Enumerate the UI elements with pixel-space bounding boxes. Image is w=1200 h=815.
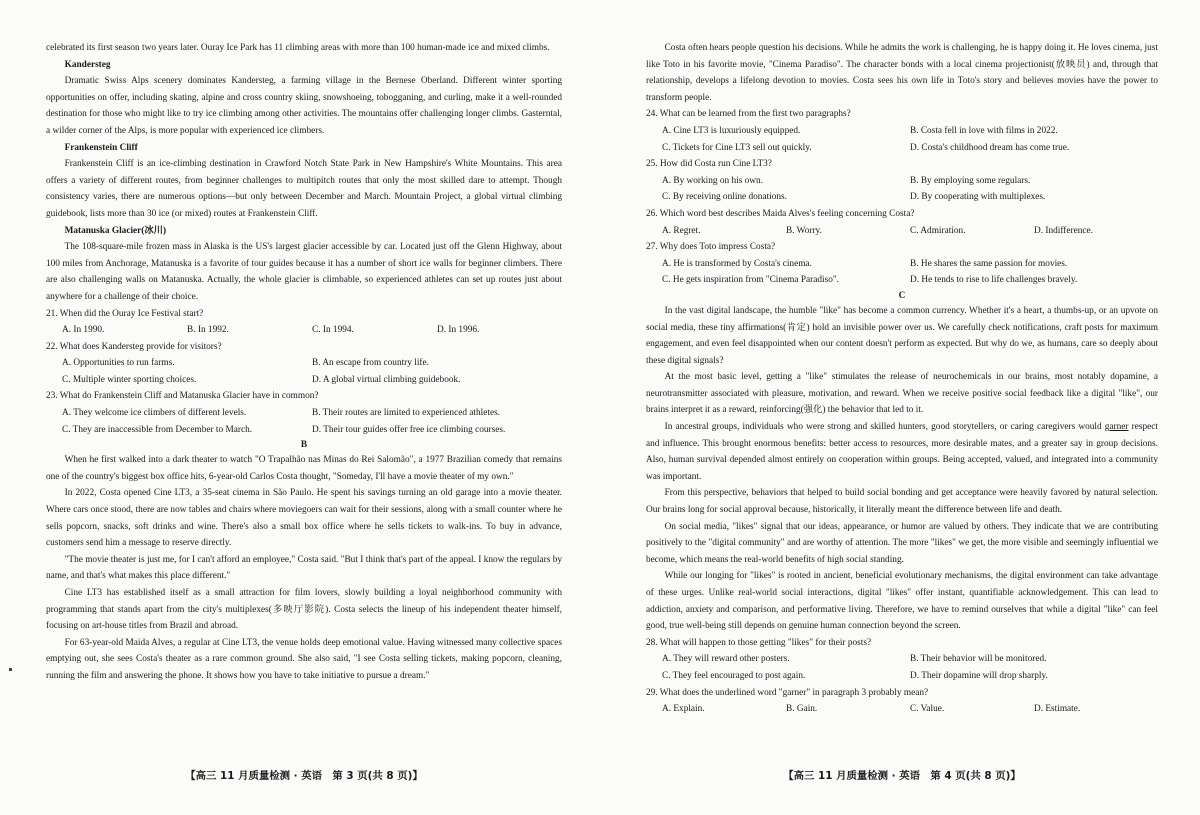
paragraph: For 63-year-old Maida Alves, a regular at Cine LT3, the venue holds deep emotional value. Having witnessed many collective spaces emptying out, she sees Costa's theater as a rare common ground. She also said, "I see Costa selling tickets, making popcorn, cleaning, running the film and answering the phone. It shows how you have to take initiative to pursue a dream." — [46, 637, 562, 681]
option-b: B. An escape from country life. — [312, 358, 429, 369]
paragraph — [646, 419, 1158, 485]
option-a: A. In 1990. — [62, 325, 105, 336]
option-d: D. In 1996. — [437, 325, 480, 336]
paragraph: Costa often hears people question his decisions. While he admits the work is challenging, he is happy doing it. He loves cinema, just like Toto in his favorite movie, "Cinema Paradiso". The character bonds with a local cinema projectionist(放映员) and, through that relationship, develops a lifelong devotion to movies. Costa sees his own life in Toto's story and believes movies have the power to transform people. — [646, 43, 1158, 103]
scan-speck — [9, 668, 12, 671]
option-b: B. Gain. — [786, 704, 818, 715]
section-heading: Frankenstein Cliff — [64, 142, 138, 153]
option-c: C. Multiple winter sporting choices. — [62, 374, 197, 385]
option-d: D. By cooperating with multiplexes. — [910, 192, 1046, 203]
paragraph: Frankenstein Cliff is an ice-climbing destination in Crawford Notch State Park in New Hampshire's White Mountains. This area offers a variety of different routes, from beginner challenges to multipitch routes that only the most skilled dare to attempt. Though consistency varies, there are numerous options—but only between December and March. Mountain Project, a global virtual climbing guidebook, lists more than 30 ice (or mixed) routes at Frankenstein Cliff. — [46, 159, 562, 219]
question-24-options — [646, 123, 1158, 156]
option-a: A. They will reward other posters. — [662, 654, 790, 665]
section-label-b: B — [300, 440, 308, 451]
option-c: C. They feel encouraged to post again. — [662, 670, 806, 681]
option-d: D. Indifference. — [1034, 225, 1093, 236]
question-23: 23. What do Frankenstein Cliff and Matanuska Glacier have in common? — [46, 391, 319, 402]
question-28: 28. What will happen to those getting "likes" for their posts? — [646, 637, 872, 648]
option-d: D. Their tour guides offer free ice climbing courses. — [312, 424, 506, 435]
text: respect and influence. This brought enormous benefits: better access to resources, more desirable mates, and a greater say in group decisions. Also, human survival depended almost entirely on cooperation within groups. Being accepted, valued, and integrated into a community was important. — [646, 422, 1159, 482]
question-24: 24. What can be learned from the first two paragraphs? — [646, 109, 851, 120]
section-label-c: C — [898, 290, 906, 301]
question-25-options — [646, 173, 1158, 206]
paragraph: At the most basic level, getting a "like" stimulates the release of neurochemicals in our brains, most notably dopamine, a neurotransmitter associated with pleasure, motivation, and reward. When we receive positive social feedback like a digital "like", our brains interpret it as a reward, reinforcing(强化) the behavior that led to it. — [646, 372, 1158, 416]
paragraph: In 2022, Costa opened Cine LT3, a 35-seat cinema in São Paulo. He spent his savings turning an old garage into a movie theater. Where cars once stood, there are now tables and chairs where moviegoers can wait for their sessions, along with a small counter where he sells popcorn, snacks, soft drinks and wine. There's also a small box office where he sells tickets to walk-ins. To buy in advance, customers send him a message to reserve directly. — [46, 488, 562, 549]
right-page — [646, 40, 1158, 807]
option-b: B. He shares the same passion for movies. — [910, 258, 1068, 269]
question-22-options — [46, 355, 562, 388]
option-c: C. He gets inspiration from "Cinema Paradiso". — [662, 275, 839, 286]
left-page — [46, 40, 562, 807]
option-b: B. In 1992. — [187, 325, 229, 336]
paragraph: When he first walked into a dark theater to watch "O Trapalhão nas Minas do Rei Salomão", a 1977 Brazilian comedy that remains one of the country's biggest box office hits, 6-year-old Carlos Costa thought, "Someday, I'll have a movie theater of my own." — [46, 455, 562, 482]
option-d: D. Costa's childhood dream has come true. — [910, 142, 1070, 153]
question-21: 21. When did the Ouray Ice Festival start? — [46, 308, 204, 319]
option-a: A. Opportunities to run farms. — [62, 358, 175, 369]
question-26-options — [646, 223, 1158, 240]
paragraph: celebrated its first season two years later. Ouray Ice Park has 11 climbing areas with more than 100 human-made ice and mixed climbs. — [46, 43, 550, 53]
paragraph: In the vast digital landscape, the humble "like" has become a common currency. Whether it's a heart, a thumbs-up, or an upvote on social media, these tiny affirmations(肯定) hold an invisible power over us. We carefully check notifications, craft posts for maximum engagement, and even feel disappointed when our content doesn't perform as expected. But why do we, as humans, care so deeply about these digital signals? — [646, 305, 1158, 366]
option-c: C. Tickets for Cine LT3 sell out quickly. — [662, 142, 812, 153]
option-a: A. Regret. — [662, 225, 701, 236]
option-a: A. Explain. — [662, 704, 705, 715]
question-26: 26. Which word best describes Maida Alves's feeling concerning Costa? — [646, 208, 915, 219]
option-b: B. Worry. — [786, 225, 822, 236]
option-d: D. He tends to rise to life challenges bravely. — [910, 275, 1078, 286]
paragraph: Cine LT3 has established itself as a small attraction for film lovers, slowly building a loyal neighborhood community with programming that stands apart from the city's multiplexes(多映厅影院). Costa selects the lineup of his independent theater himself, focusing on art-house titles from Brazil and abroad. — [46, 588, 562, 632]
question-21-options — [46, 322, 562, 339]
option-d: D. Estimate. — [1034, 704, 1081, 715]
question-27-options — [646, 256, 1158, 289]
paragraph: On social media, "likes" signal that our ideas, appearance, or humor are valued by others. They indicate that we are contributing positively to the "digital community" and are worthy of attention. The more "likes" we get, the more visible and seemingly influential we become, which means the real-world benefits of high social standing. — [646, 521, 1158, 565]
question-23-options — [46, 405, 562, 438]
option-c: C. Admiration. — [910, 225, 966, 236]
option-c: C. Value. — [910, 704, 945, 715]
option-b: B. By employing some regulars. — [910, 175, 1031, 186]
option-c: C. They are inaccessible from December to March. — [62, 424, 253, 435]
paragraph: From this perspective, behaviors that helped to build social bonding and get acceptance were heavily favored by natural selection. Our brains long for social approval because, historically, it literally meant the difference between life and death. — [646, 488, 1158, 516]
question-25: 25. How did Costa run Cine LT3? — [646, 159, 772, 170]
page-footer: 【高三 11 月质量检测 · 英语 第 3 页(共 8 页)】 — [185, 770, 423, 783]
paragraph: While our longing for "likes" is rooted in ancient, beneficial evolutionary mechanisms, the digital environment can take advantage of these urges. Unlike real-world social interactions, digital "likes" offer instant, quantifiable acknowledgement. This can lead to addiction, anxiety and comparison, and performative living. Therefore, we have to remind ourselves that while a digital "like" can feel good, true well-being still depends on genuine human connection beyond the screen. — [646, 571, 1158, 632]
paragraph: Dramatic Swiss Alps scenery dominates Kandersteg, a farming village in the Bernese Oberland. Different winter sporting opportunities on offer, including skating, alpine and cross country skiing, snowshoeing, tobogganing, and curling, make it a well-rounded destination for those who might like to try ice climbing among other activities. The mountains offer challenging longer climbs. Gasterntal, a wilder corner of the Alps, is more popular with experienced ice climbers. — [46, 76, 562, 136]
option-c: C. By receiving online donations. — [662, 192, 787, 203]
text: In ancestral groups, individuals who were strong and skilled hunters, good storytellers, or caring caregivers would — [664, 422, 1105, 433]
option-a: A. By working on his own. — [662, 175, 763, 186]
option-c: C. In 1994. — [312, 325, 354, 336]
paragraph: The 108-square-mile frozen mass in Alaska is the US's largest glacier accessible by car. Located just off the Glenn Highway, about 100 miles from Anchorage, Matanuska is a favorite of tour guides because it has a number of short ice walls for beginner climbers. There are also challenging walls on Matanuska. Actually, the whole glacier is climbable, so experienced athletes can set up routes just about anywhere for a challenge of their choice. — [46, 242, 562, 302]
option-a: A. He is transformed by Costa's cinema. — [662, 258, 812, 269]
section-heading: Matanuska Glacier(冰川) — [64, 225, 167, 236]
question-27: 27. Why does Toto impress Costa? — [646, 242, 776, 253]
option-b: B. Their routes are limited to experienced athletes. — [312, 408, 501, 419]
page-footer: 【高三 11 月质量检测 · 英语 第 4 页(共 8 页)】 — [783, 770, 1021, 783]
option-a: A. They welcome ice climbers of different levels. — [62, 408, 247, 419]
section-heading: Kandersteg — [64, 59, 111, 70]
option-b: B. Costa fell in love with films in 2022. — [910, 125, 1058, 136]
question-22: 22. What does Kandersteg provide for visitors? — [46, 341, 222, 352]
option-d: D. Their dopamine will drop sharply. — [910, 670, 1048, 681]
option-d: D. A global virtual climbing guidebook. — [312, 374, 461, 385]
question-28-options — [646, 651, 1158, 684]
question-29: 29. What does the underlined word "garner" in paragraph 3 probably mean? — [646, 687, 929, 698]
underlined-word: garner — [1104, 422, 1129, 433]
paragraph: "The movie theater is just me, for I can't afford an employee," Costa said. "But I think that's part of the appeal. I know the regulars by name, and that's what makes this place different." — [46, 554, 562, 582]
option-b: B. Their behavior will be monitored. — [910, 654, 1047, 665]
option-a: A. Cine LT3 is luxuriously equipped. — [662, 125, 801, 136]
question-29-options — [646, 701, 1158, 718]
